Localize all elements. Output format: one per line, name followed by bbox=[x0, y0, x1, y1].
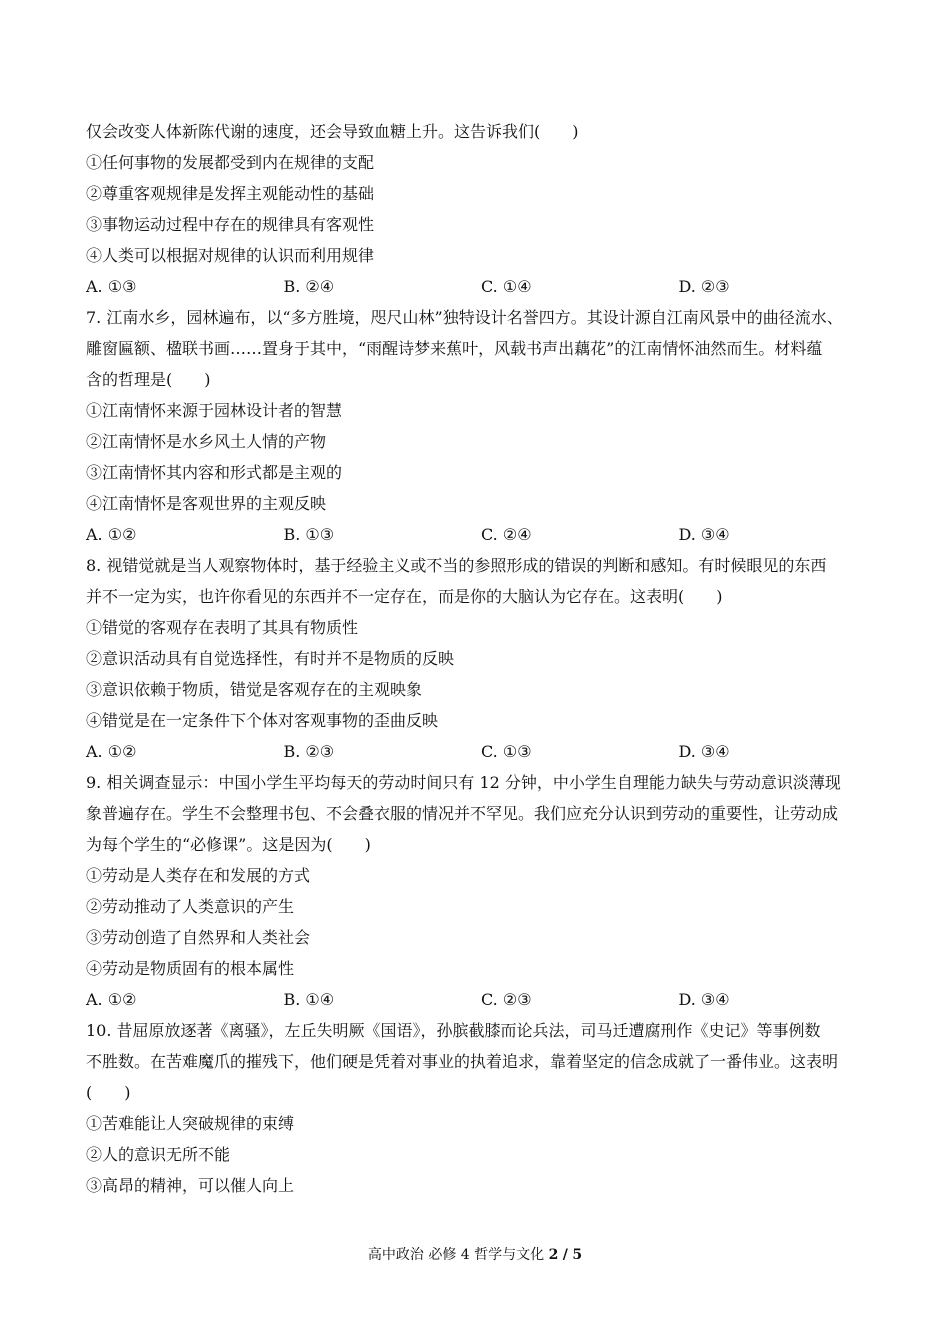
option-b: B. ②④ bbox=[283, 277, 335, 296]
question-10-text-line-2: 不胜数。在苦难魔爪的摧残下，他们硬是凭着对事业的执着追求，靠着坚定的信念成就了一番伟业。这表明 bbox=[86, 1052, 839, 1071]
question-10-text-line-1: 10. 昔屈原放逐著《离骚》，左丘失明厥《国语》，孙膑截膝而论兵法，司马迁遭腐刑作《史记》等事例数 bbox=[86, 1021, 821, 1040]
option-c: C. ①④ bbox=[481, 277, 532, 296]
question-6-statement-4: ④人类可以根据对规律的认识而利用规律 bbox=[86, 246, 375, 265]
question-8-statement-3: ③意识依赖于物质，错觉是客观存在的主观映象 bbox=[86, 680, 423, 699]
option-a: A. ①② bbox=[86, 990, 137, 1009]
option-a: A. ①② bbox=[86, 525, 137, 544]
option-b: B. ②③ bbox=[283, 742, 335, 761]
question-10-statement-3: ③高昂的精神，可以催人向上 bbox=[86, 1176, 295, 1195]
question-9-statement-4: ④劳动是物质固有的根本属性 bbox=[86, 959, 295, 978]
question-6-statement-1: ①任何事物的发展都受到内在规律的支配 bbox=[86, 153, 375, 172]
question-7-statement-3: ③江南情怀其内容和形式都是主观的 bbox=[86, 463, 343, 482]
page-footer bbox=[0, 1244, 950, 1266]
question-9-text-line-2: 象普遍存在。学生不会整理书包、不会叠衣服的情况并不罕见。我们应充分认识到劳动的重要性，让劳动成 bbox=[86, 804, 839, 823]
option-d: D. ③④ bbox=[678, 742, 730, 761]
question-7-options bbox=[86, 519, 876, 550]
question-6-statement-2: ②尊重客观规律是发挥主观能动性的基础 bbox=[86, 184, 375, 203]
footer-total-pages: 5 bbox=[572, 1247, 583, 1263]
question-6-statement-3: ③事物运动过程中存在的规律具有客观性 bbox=[86, 215, 375, 234]
option-d: D. ②③ bbox=[678, 277, 730, 296]
option-d: D. ③④ bbox=[678, 525, 730, 544]
question-8-options bbox=[86, 736, 876, 767]
question-7-statement-2: ②江南情怀是水乡风土人情的产物 bbox=[86, 432, 327, 451]
footer-separator: / bbox=[562, 1247, 568, 1263]
option-c: C. ②③ bbox=[481, 990, 532, 1009]
question-9-options bbox=[86, 984, 876, 1015]
question-9-statement-2: ②劳动推动了人类意识的产生 bbox=[86, 897, 295, 916]
question-9-text-line-3: 为每个学生的“必修课”。这是因为( ) bbox=[86, 835, 371, 854]
question-8-statement-1: ①错觉的客观存在表明了其具有物质性 bbox=[86, 618, 359, 637]
question-7-statement-1: ①江南情怀来源于园林设计者的智慧 bbox=[86, 401, 343, 420]
question-7-statement-4: ④江南情怀是客观世界的主观反映 bbox=[86, 494, 327, 513]
question-10-answer-blank: ( ) bbox=[86, 1083, 131, 1102]
question-8-text-line-1: 8. 视错觉就是当人观察物体时，基于经验主义或不当的参照形成的错误的判断和感知。有时候眼见的东西 bbox=[86, 556, 827, 575]
question-7-text-line-3: 含的哲理是( ) bbox=[86, 370, 211, 389]
option-d: D. ③④ bbox=[678, 990, 730, 1009]
question-10-statement-1: ①苦难能让人突破规律的束缚 bbox=[86, 1114, 295, 1133]
option-a: A. ①② bbox=[86, 742, 137, 761]
question-10-statement-2: ②人的意识无所不能 bbox=[86, 1145, 231, 1164]
question-8-text-line-2: 并不一定为实，也许你看见的东西并不一定存在，而是你的大脑认为它存在。这表明( ) bbox=[86, 587, 723, 606]
question-8-statement-4: ④错觉是在一定条件下个体对客观事物的歪曲反映 bbox=[86, 711, 439, 730]
question-7-text-line-2: 雕窗匾额、楹联书画……置身于其中，“雨醒诗梦来蕉叶，风载书声出藕花”的江南情怀油然而生。材料蕴 bbox=[86, 339, 823, 358]
question-6-options bbox=[86, 271, 876, 302]
option-b: B. ①④ bbox=[283, 990, 335, 1009]
question-9-text-line-1: 9. 相关调查显示：中国小学生平均每天的劳动时间只有 12 分钟，中小学生自理能力缺失与劳动意识淡薄现 bbox=[86, 773, 841, 792]
question-content bbox=[86, 116, 876, 1201]
question-8-statement-2: ②意识活动具有自觉选择性，有时并不是物质的反映 bbox=[86, 649, 455, 668]
option-b: B. ①③ bbox=[283, 525, 335, 544]
question-9-statement-3: ③劳动创造了自然界和人类社会 bbox=[86, 928, 311, 947]
option-c: C. ②④ bbox=[481, 525, 532, 544]
question-9-statement-1: ①劳动是人类存在和发展的方式 bbox=[86, 866, 311, 885]
question-7-text-line-1: 7. 江南水乡，园林遍布，以“多方胜境，咫尺山林”独特设计名誉四方。其设计源自江南风景中的曲径流水、 bbox=[86, 308, 843, 327]
question-6-text: 仅会改变人体新陈代谢的速度，还会导致血糖上升。这告诉我们( ) bbox=[86, 122, 579, 141]
footer-subject: 高中政治 必修 4 哲学与文化 bbox=[367, 1247, 545, 1263]
option-c: C. ①③ bbox=[481, 742, 532, 761]
option-a: A. ①③ bbox=[86, 277, 137, 296]
footer-page-number: 2 bbox=[548, 1247, 559, 1263]
